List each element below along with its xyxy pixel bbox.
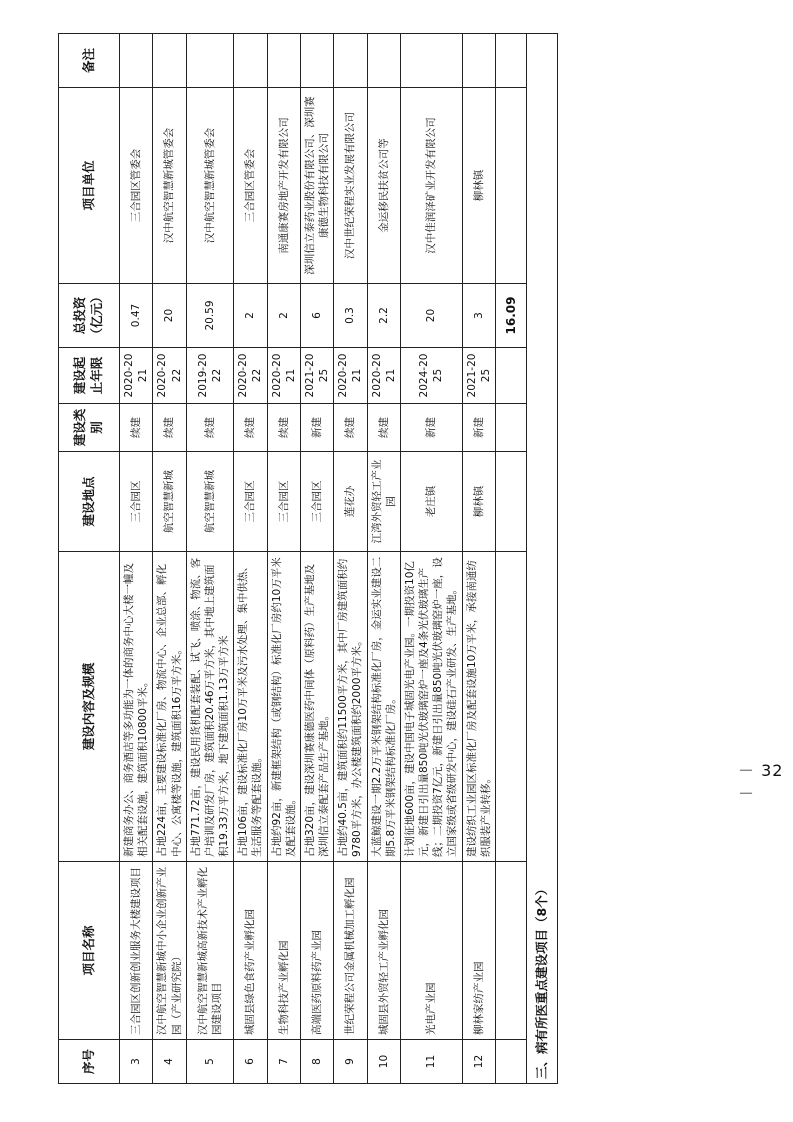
project-type: 续建 — [186, 404, 234, 452]
table-row — [234, 34, 267, 1084]
project-type: 新建 — [462, 404, 495, 452]
project-type: 续建 — [153, 404, 186, 452]
row-number: 11 — [400, 1040, 462, 1084]
project-invest: 3 — [462, 284, 495, 348]
total-cell-empty — [495, 452, 526, 552]
project-unit: 汉中世纪荣程实业发展有限公司 — [334, 88, 367, 284]
project-name: 柳林家纺产业园 — [462, 862, 495, 1040]
table-row — [186, 34, 234, 1084]
header-name: 项目名称 — [59, 862, 120, 1040]
project-content: 大蓝鲸建设一期2.2万平米钢架结构标准化厂房，金运实业建设二期5.8万平米钢架结构标准化厂房。 — [367, 552, 400, 862]
project-content: 新建商务办公、商务酒店等多功能为一体的商务中心大楼一幢及相关配套设施，建筑面积10800平米。 — [120, 552, 153, 862]
project-location: 老庄镇 — [400, 452, 462, 552]
project-unit: 金运移民扶贫公司等 — [367, 88, 400, 284]
project-type: 续建 — [367, 404, 400, 452]
project-name: 世纪荣程公司金属机械加工孵化园 — [334, 862, 367, 1040]
total-cell-empty — [495, 88, 526, 284]
project-content: 占地320亩，建设深圳赛康德医药中间体（原料药）生产基地及深圳信立泰配套产品生产基地。 — [300, 552, 333, 862]
row-number: 6 — [234, 1040, 267, 1084]
header-content: 建设内容及规模 — [59, 552, 120, 862]
table-row — [267, 34, 300, 1084]
project-unit: 三合园区管委会 — [234, 88, 267, 284]
project-years: 2020-2021 — [267, 348, 300, 404]
total-cell-empty — [495, 34, 526, 88]
project-location: 三合园区 — [234, 452, 267, 552]
row-number: 5 — [186, 1040, 234, 1084]
table-row — [300, 34, 333, 1084]
section-title: 三、病有所医重点建设项目（8个） — [526, 34, 557, 1084]
project-note — [300, 34, 333, 88]
project-years: 2024-2025 — [400, 348, 462, 404]
row-number: 7 — [267, 1040, 300, 1084]
table-row — [334, 34, 367, 1084]
project-invest: 2 — [267, 284, 300, 348]
project-table — [58, 33, 558, 1084]
project-content: 占地约92亩，新建框架结构（或钢结构）标准化厂房约10万平米及配套设施。 — [267, 552, 300, 862]
project-content: 计划征地600亩，建设中国电子城固光电产业园。一期投资10亿元，新建日引出量850吨光伏玻璃窑炉一座及4条光伏玻璃生产线；二期投资7亿元，新建日引出量850吨光伏玻璃窑炉一座，设立国家级或省级研发中心，建设硅石产业研发、生产基地。 — [400, 552, 462, 862]
total-cell-empty — [495, 1040, 526, 1084]
table-row — [462, 34, 495, 1084]
section-row — [526, 34, 557, 1084]
project-content: 占地106亩，建设标准化厂房10万平米及污水处理、集中供热、生活服务等配套设施。 — [234, 552, 267, 862]
project-years: 2021-2025 — [462, 348, 495, 404]
project-years: 2020-2022 — [234, 348, 267, 404]
header-location: 建设地点 — [59, 452, 120, 552]
project-note — [120, 34, 153, 88]
project-note — [234, 34, 267, 88]
project-name: 汉中航空智慧新城高新技术产业孵化园建设项目 — [186, 862, 234, 1040]
page-number: － 32 － — [738, 761, 784, 803]
project-location: 航空智慧新城 — [153, 452, 186, 552]
project-type: 续建 — [234, 404, 267, 452]
project-content: 建设纺织工业园区标准化厂房及配套设施10万平米，承接南通纺织服装产业转移。 — [462, 552, 495, 862]
project-note — [400, 34, 462, 88]
project-note — [186, 34, 234, 88]
project-years: 2020-2022 — [153, 348, 186, 404]
project-location: 江湾外贸轻工产业园 — [367, 452, 400, 552]
project-note — [153, 34, 186, 88]
table-header-row — [59, 34, 120, 1084]
project-years: 2020-2021 — [334, 348, 367, 404]
project-years: 2020-2021 — [120, 348, 153, 404]
header-years: 建设起止年限 — [59, 348, 120, 404]
total-row — [495, 34, 526, 1084]
project-unit: 汉中航空智慧新城管委会 — [186, 88, 234, 284]
project-content: 占地771.72亩，建设民用货机配套装配、试飞、喷涂、物流、客户培训及研发厂房，建筑面积20.46万平方米，其中地上建筑面积19.33万平方米，地下建筑面积1.13万平方米 — [186, 552, 234, 862]
project-type: 新建 — [400, 404, 462, 452]
table-row — [367, 34, 400, 1084]
project-type: 新建 — [300, 404, 333, 452]
project-invest: 2.2 — [367, 284, 400, 348]
project-note — [462, 34, 495, 88]
row-number: 3 — [120, 1040, 153, 1084]
project-name: 光电产业园 — [400, 862, 462, 1040]
project-invest: 20 — [153, 284, 186, 348]
project-name: 城固县绿色食药产业孵化园 — [234, 862, 267, 1040]
project-location: 莲花办 — [334, 452, 367, 552]
project-unit: 南通康赛房地产开发有限公司 — [267, 88, 300, 284]
project-content: 占地约40.5亩，建筑面积约11500平方米，其中厂房建筑面积约9780平方米，办公楼建筑面积约2000平方米。 — [334, 552, 367, 862]
project-unit: 汉中佳润泽矿业开发有限公司 — [400, 88, 462, 284]
header-invest: 总投资（亿元） — [59, 284, 120, 348]
project-location: 三合园区 — [267, 452, 300, 552]
total-cell-empty — [495, 552, 526, 862]
project-note — [267, 34, 300, 88]
header-note: 备注 — [59, 34, 120, 88]
total-cell-empty — [495, 404, 526, 452]
project-unit: 柳林镇 — [462, 88, 495, 284]
project-type: 续建 — [267, 404, 300, 452]
header-type: 建设类别 — [59, 404, 120, 452]
table-row — [153, 34, 186, 1084]
project-invest: 2 — [234, 284, 267, 348]
project-invest: 20.59 — [186, 284, 234, 348]
project-unit: 三合园区管委会 — [120, 88, 153, 284]
row-number: 9 — [334, 1040, 367, 1084]
header-unit: 项目单位 — [59, 88, 120, 284]
project-invest: 0.3 — [334, 284, 367, 348]
project-years: 2021-2025 — [300, 348, 333, 404]
project-invest: 6 — [300, 284, 333, 348]
total-cell-empty — [495, 862, 526, 1040]
project-note — [334, 34, 367, 88]
project-years: 2019-2022 — [186, 348, 234, 404]
project-content: 占地224亩，主要建设标准化厂房、物流中心、企业总部、孵化中心、公寓楼等设施，建筑面积16万平方米。 — [153, 552, 186, 862]
row-number: 10 — [367, 1040, 400, 1084]
total-invest: 16.09 — [495, 284, 526, 348]
project-unit: 深圳信立泰药业股份有限公司、深圳赛康德生物科技有限公司 — [300, 88, 333, 284]
project-name: 三合园区创新创业服务大楼建设项目 — [120, 862, 153, 1040]
row-number: 12 — [462, 1040, 495, 1084]
project-name: 生物科技产业孵化园 — [267, 862, 300, 1040]
project-years: 2020-2021 — [367, 348, 400, 404]
project-unit: 汉中航空智慧新城管委会 — [153, 88, 186, 284]
project-name: 高端医药原料药产业园 — [300, 862, 333, 1040]
row-number: 8 — [300, 1040, 333, 1084]
project-name: 汉中航空智慧新城中小企业创新产业园（产业研究院） — [153, 862, 186, 1040]
project-type: 续建 — [334, 404, 367, 452]
project-location: 航空智慧新城 — [186, 452, 234, 552]
table-row — [120, 34, 153, 1084]
table-body — [120, 34, 496, 1084]
header-no: 序号 — [59, 1040, 120, 1084]
row-number: 4 — [153, 1040, 186, 1084]
project-invest: 20 — [400, 284, 462, 348]
project-invest: 0.47 — [120, 284, 153, 348]
project-location: 三合园区 — [120, 452, 153, 552]
project-location: 三合园区 — [300, 452, 333, 552]
project-location: 柳林镇 — [462, 452, 495, 552]
total-cell-empty — [495, 348, 526, 404]
table-row — [400, 34, 462, 1084]
project-type: 续建 — [120, 404, 153, 452]
project-name: 城固县外贸轻工产业孵化园 — [367, 862, 400, 1040]
project-note — [367, 34, 400, 88]
